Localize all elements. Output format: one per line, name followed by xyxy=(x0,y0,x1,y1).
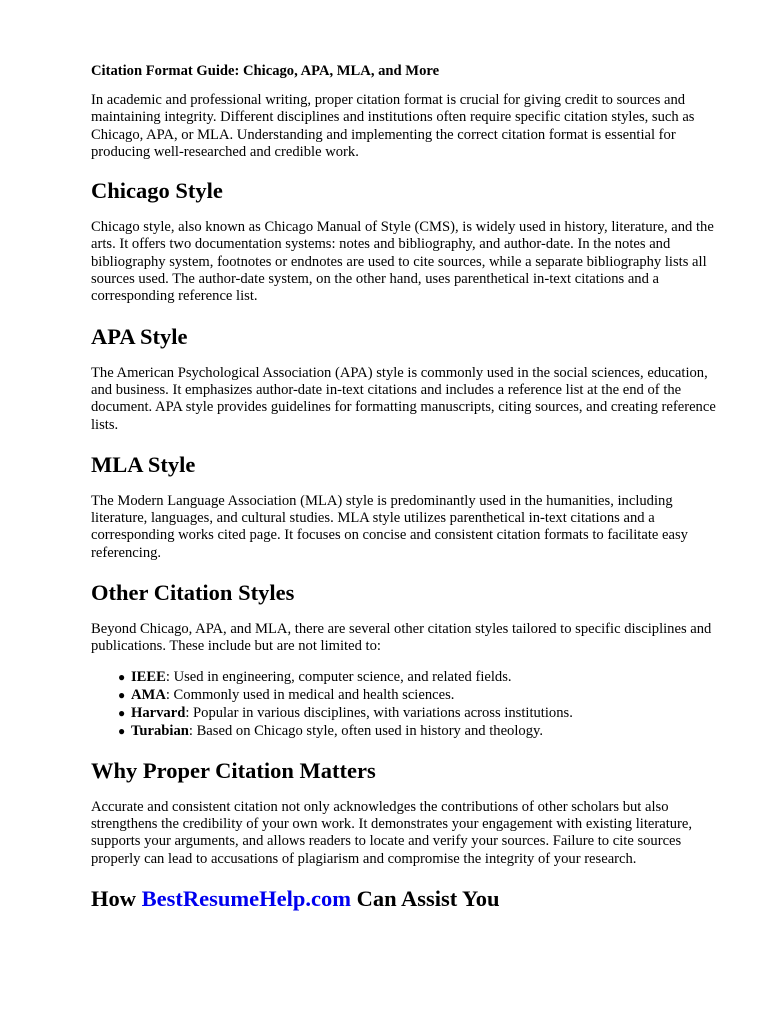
mla-paragraph: The Modern Language Association (MLA) style is predominantly used in the humanities, including literature, languages, and cultural studies. MLA style utilizes parenthetical in-text citations and a corresponding works cited page. It focuses on concise and consistent citation formats to facilitate easy referencing. xyxy=(91,492,688,561)
style-description: : Based on Chicago style, often used in history and theology. xyxy=(188,722,543,739)
style-description: : Used in engineering, computer science, and related fields. xyxy=(165,668,512,685)
heading-suffix: Can Assist You xyxy=(350,885,500,911)
list-item xyxy=(118,686,718,704)
style-description: : Popular in various disciplines, with variations across institutions. xyxy=(185,704,573,721)
bestresumehelp-link[interactable]: BestResumeHelp.com xyxy=(141,885,351,911)
why-paragraph: Accurate and consistent citation not only acknowledges the contributions of other scholars but also strengthens the credibility of your own work. It demonstrates your engagement with existing literature, supports your arguments, and allows readers to locate and verify your sources. Failure to cite sources properly can lead to accusations of plagiarism and compromise the integrity of your research. xyxy=(91,798,693,867)
heading-mla-style: MLA Style xyxy=(91,451,196,477)
intro-paragraph: In academic and professional writing, proper citation format is crucial for giving credit to sources and maintaining integrity. Different disciplines and institutions often require specific citation styles, such as Chicago, APA, or MLA. Understanding and implementing the correct citation format is essential for producing well-researched and credible work. xyxy=(91,92,695,160)
bullet-icon: ● xyxy=(118,687,126,702)
list-item xyxy=(118,704,718,722)
style-name: Harvard xyxy=(131,704,186,721)
list-item xyxy=(118,722,718,740)
other-styles-list xyxy=(91,668,718,740)
style-name: AMA xyxy=(131,686,166,703)
other-styles-paragraph: Beyond Chicago, APA, and MLA, there are several other citation styles tailored to specific disciplines and publications. These include but are not limited to: xyxy=(91,621,712,655)
heading-why-citation-matters: Why Proper Citation Matters xyxy=(91,757,376,783)
chicago-paragraph: Chicago style, also known as Chicago Manual of Style (CMS), is widely used in history, literature, and the arts. It offers two documentation systems: notes and bibliography, and author-date. In the notes and bibliography system, footnotes or endnotes are used to cite sources, while a separate bibliography lists all sources used. The author-date system, on the other hand, uses parenthetical in-text citations and a corresponding reference list. xyxy=(91,219,714,305)
heading-prefix: How xyxy=(91,885,142,911)
heading-chicago-style: Chicago Style xyxy=(91,178,223,204)
bullet-icon: ● xyxy=(118,705,126,720)
apa-paragraph: The American Psychological Association (APA) style is commonly used in the social sciences, education, and business. It emphasizes author-date in-text citations and includes a reference list at the end of the document. APA style provides guidelines for formatting manuscripts, citing sources, and creating reference lists. xyxy=(91,364,716,433)
heading-how-we-assist xyxy=(91,885,718,913)
style-name: Turabian xyxy=(131,722,189,739)
heading-other-citation-styles: Other Citation Styles xyxy=(91,580,295,606)
style-name: IEEE xyxy=(131,668,166,685)
document-title: Citation Format Guide: Chicago, APA, MLA, and More xyxy=(91,63,440,79)
bullet-icon: ● xyxy=(118,723,126,738)
style-description: : Commonly used in medical and health sciences. xyxy=(165,686,455,703)
list-item xyxy=(118,668,718,686)
heading-apa-style: APA Style xyxy=(91,323,188,349)
bullet-icon: ● xyxy=(118,669,126,684)
